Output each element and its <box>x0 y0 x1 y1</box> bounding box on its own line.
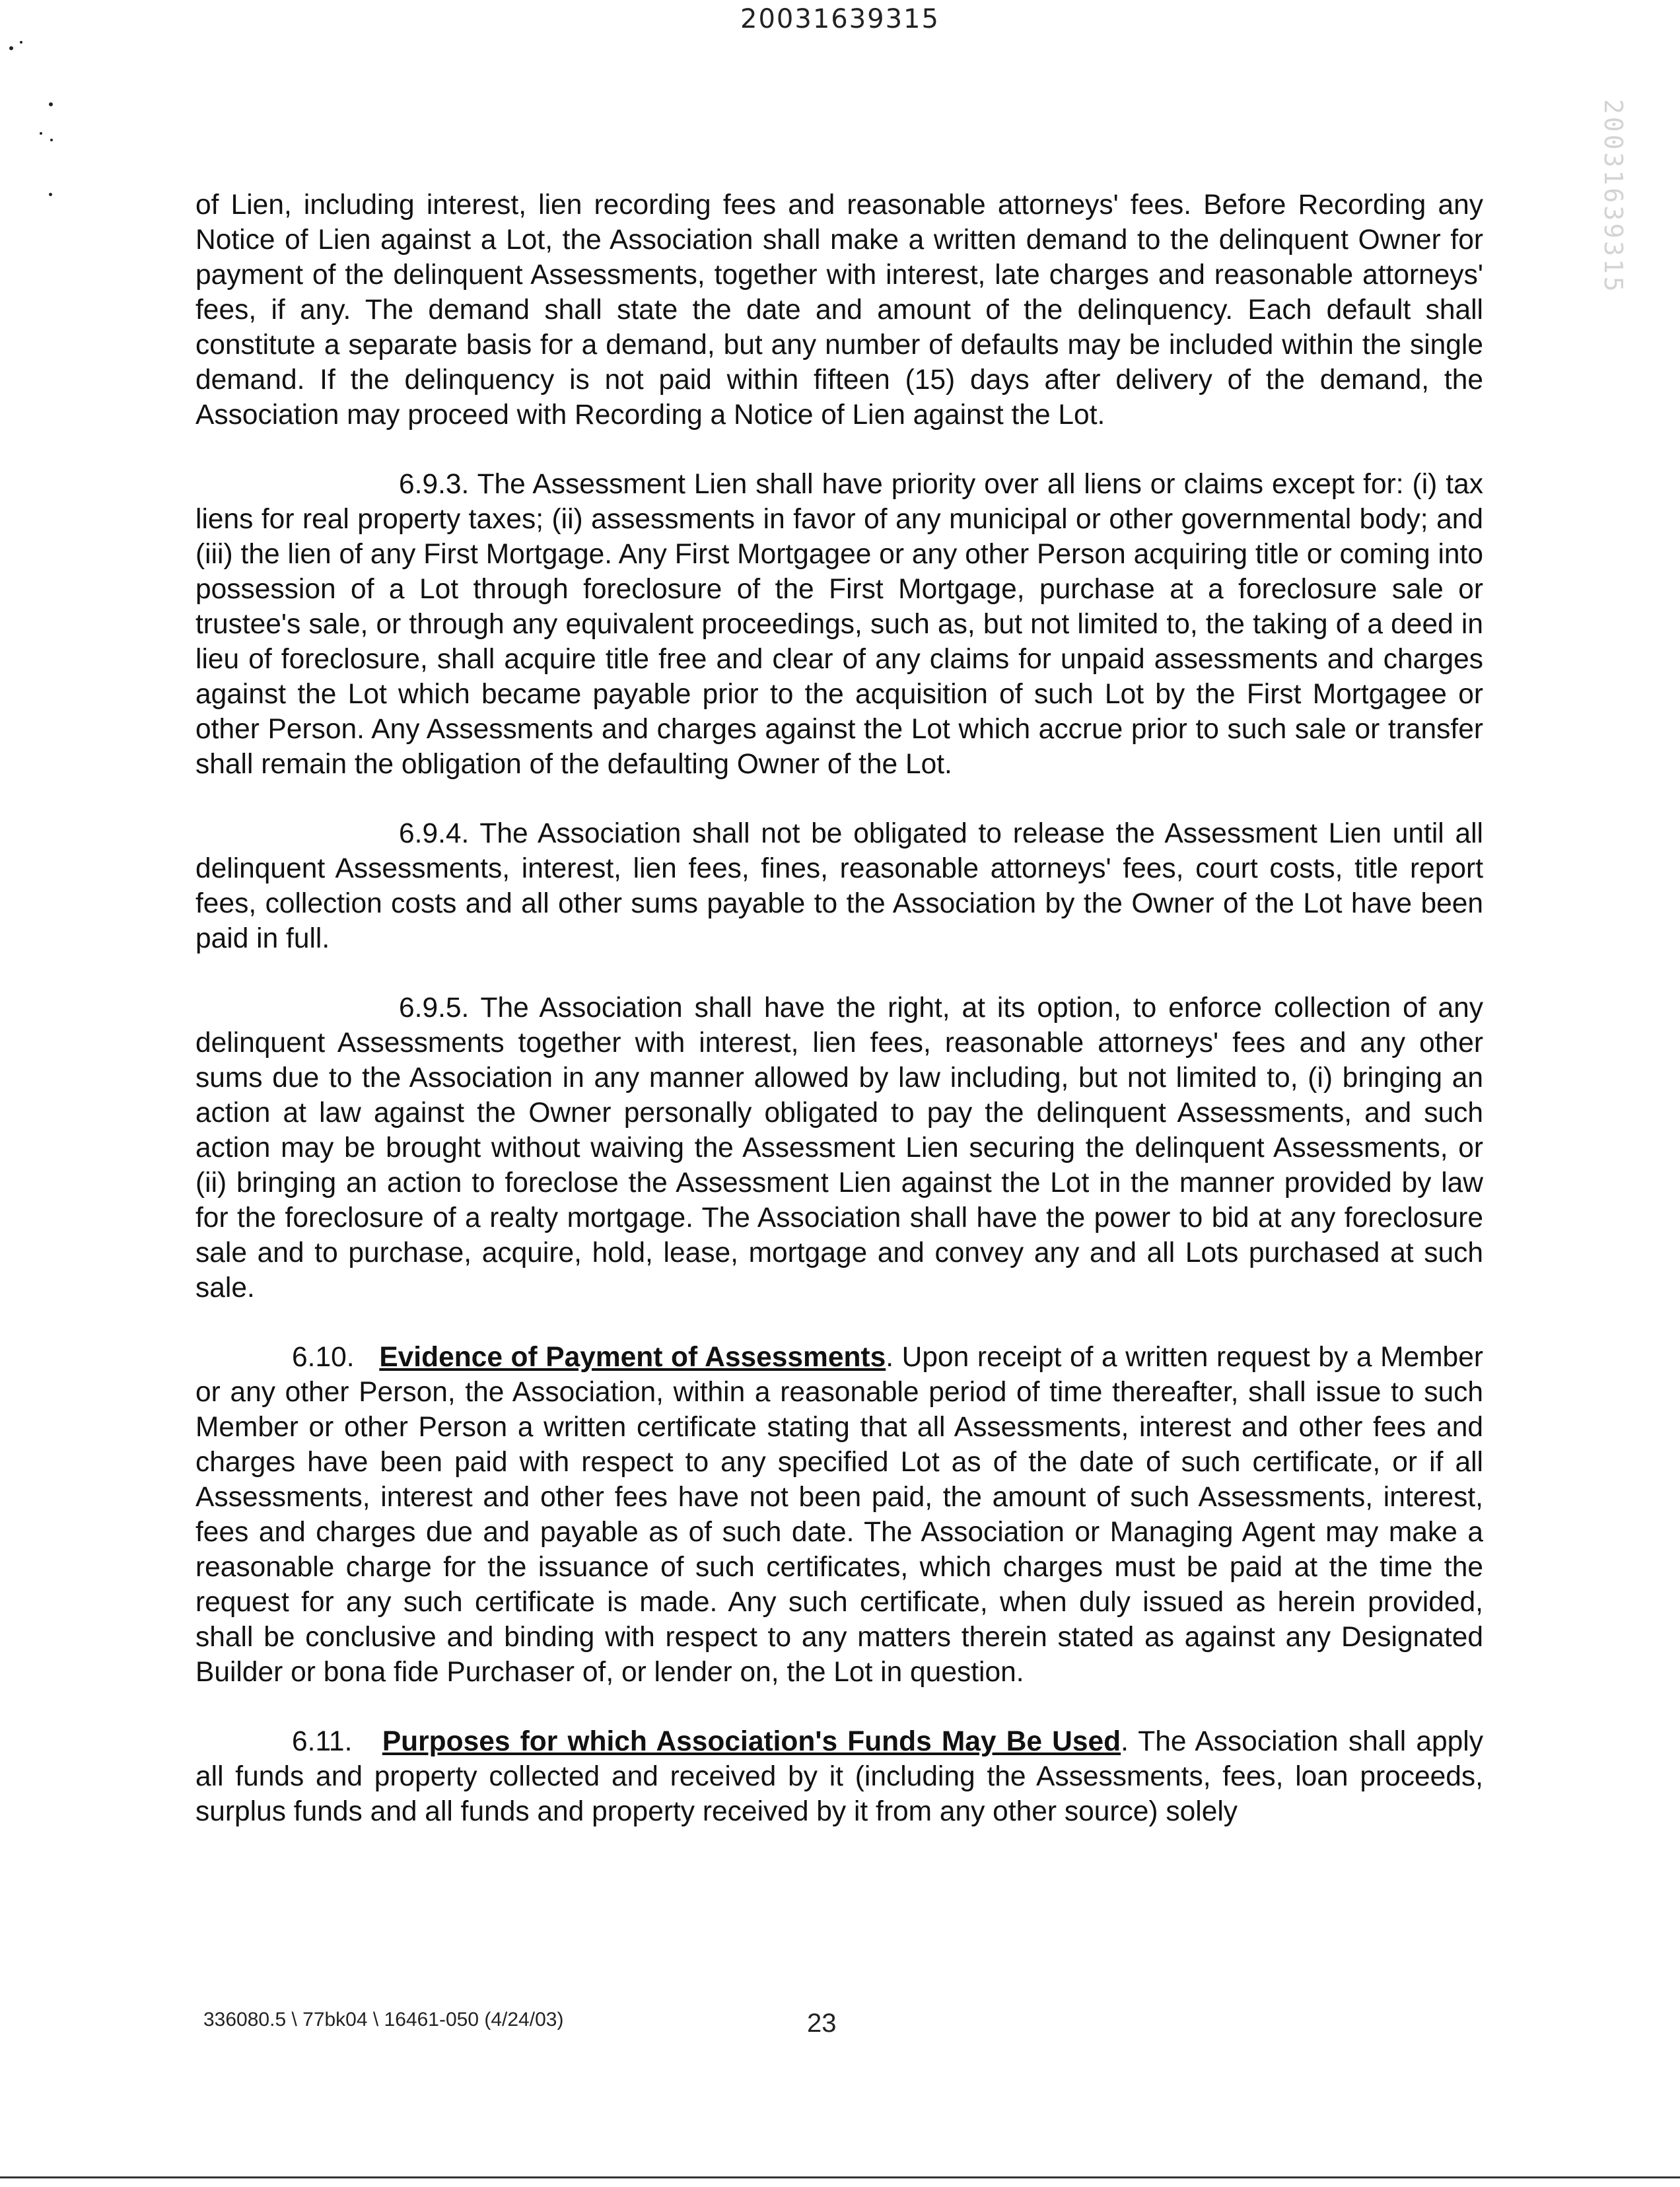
section-number: 6.11. <box>292 1726 353 1757</box>
section-text: The Association shall not be obligated to release the Assessment Lien until all delinquent Assessments, interest, lien fees, fines, reasonable attorneys' fees, court costs, title report fees, collection costs and all other sums payable to the Association by the Owner of the Lot have been paid in full. <box>195 818 1483 954</box>
section-number: 6.9.4. <box>399 818 470 849</box>
section-text: The Association shall have the right, at its option, to enforce collection of any delinquent Assessments together with interest, lien fees, reasonable attorneys' fees and any other sums due to the Association in any manner allowed by law including, but not limited to, (i) bringing an action at law against the Owner personally obligated to pay the delinquent Assessments, and such action may be brought without waiving the Assessment Lien securing the delinquent Assessments, or (ii) bringing an action to foreclose the Assessment Lien against the Lot in the manner provided by law for the foreclosure of a realty mortgage. The Association shall have the power to bid at any foreclosure sale and to purchase, acquire, hold, lease, mortgage and convey any and all Lots purchased at such sale. <box>195 992 1483 1303</box>
scan-specks <box>7 26 59 225</box>
section-6-10 <box>195 1340 1483 1690</box>
section-number: 6.9.3. <box>399 469 470 500</box>
section-text: . Upon receipt of a written request by a Member or any other Person, the Association, within a reasonable period of time thereafter, shall issue to such Member or other Person a written certificate stating that all Assessments, interest and other fees and charges have been paid with respect to any specified Lot as of the date of such certificate, or if all Assessments, interest and other fees have not been paid, the amount of such Assessments, interest, fees and charges due and payable as of such date. The Association or Managing Agent may make a reasonable charge for the issuance of such certificates, which charges must be paid at the time the request for any such certificate is made. Any such certificate, when duly issued as herein provided, shall be conclusive and binding with respect to any matters therein stated as against any Designated Builder or bona fide Purchaser of, or lender on, the Lot in question. <box>195 1342 1483 1688</box>
scan-speck <box>20 41 22 44</box>
section-6-9-5 <box>195 990 1483 1305</box>
section-number: 6.9.5. <box>399 992 470 1024</box>
section-heading: Purposes for which Association's Funds May Be Used <box>382 1726 1121 1757</box>
footer-reference: 336080.5 \ 77bk04 \ 16461-050 (4/24/03) <box>203 2009 564 2031</box>
paragraph-text: of Lien, including interest, lien recording fees and reasonable attorneys' fees. Before Recording any Notice of Lien against a Lot, the Association shall make a written demand to the delinquent Owner for payment of the delinquent Assessments, together with interest, late charges and reasonable attorneys' fees, if any. The demand shall state the date and amount of the delinquency. Each default shall constitute a separate basis for a demand, but any number of defaults may be included within the single demand. If the delinquency is not paid within fifteen (15) days after delivery of the demand, the Association may proceed with Recording a Notice of Lien against the Lot. <box>195 190 1483 431</box>
page-number: 23 <box>807 2009 837 2038</box>
scan-speck <box>50 139 53 141</box>
section-heading: Evidence of Payment of Assessments <box>379 1342 886 1373</box>
bottom-rule <box>0 2176 1680 2178</box>
document-body <box>195 188 1483 1863</box>
paragraph-lien-demand <box>195 188 1483 433</box>
scan-speck <box>40 132 42 135</box>
section-6-9-3 <box>195 467 1483 782</box>
section-text: . The Association shall apply all funds and property collected and received by it (including the Assessments, fees, loan proceeds, surplus funds and all funds and property received by it from any other source) solely <box>195 1726 1483 1827</box>
section-number: 6.10. <box>292 1342 355 1373</box>
document-number: 20031639315 <box>740 4 940 34</box>
section-6-9-4 <box>195 816 1483 956</box>
section-text: The Assessment Lien shall have priority over all liens or claims except for: (i) tax liens for real property taxes; (ii) assessments in favor of any municipal or other governmental body; and (iii) the lien of any First Mortgage. Any First Mortgagee or any other Person acquiring title or coming into possession of a Lot through foreclosure of the First Mortgage, purchase at a foreclosure sale or trustee's sale, or through any equivalent proceedings, such as, but not limited to, the taking of a deed in lieu of foreclosure, shall acquire title free and clear of any claims for unpaid assessments and charges against the Lot which became payable prior to the acquisition of such Lot by the First Mortgagee or other Person. Any Assessments and charges against the Lot which accrue prior to such sale or transfer shall remain the obligation of the defaulting Owner of the Lot. <box>195 469 1483 780</box>
scan-speck <box>49 193 52 196</box>
section-6-11 <box>195 1724 1483 1829</box>
scan-speck <box>9 46 13 50</box>
scan-speck <box>49 102 53 106</box>
side-stamp: 20031639315 <box>1599 99 1628 295</box>
